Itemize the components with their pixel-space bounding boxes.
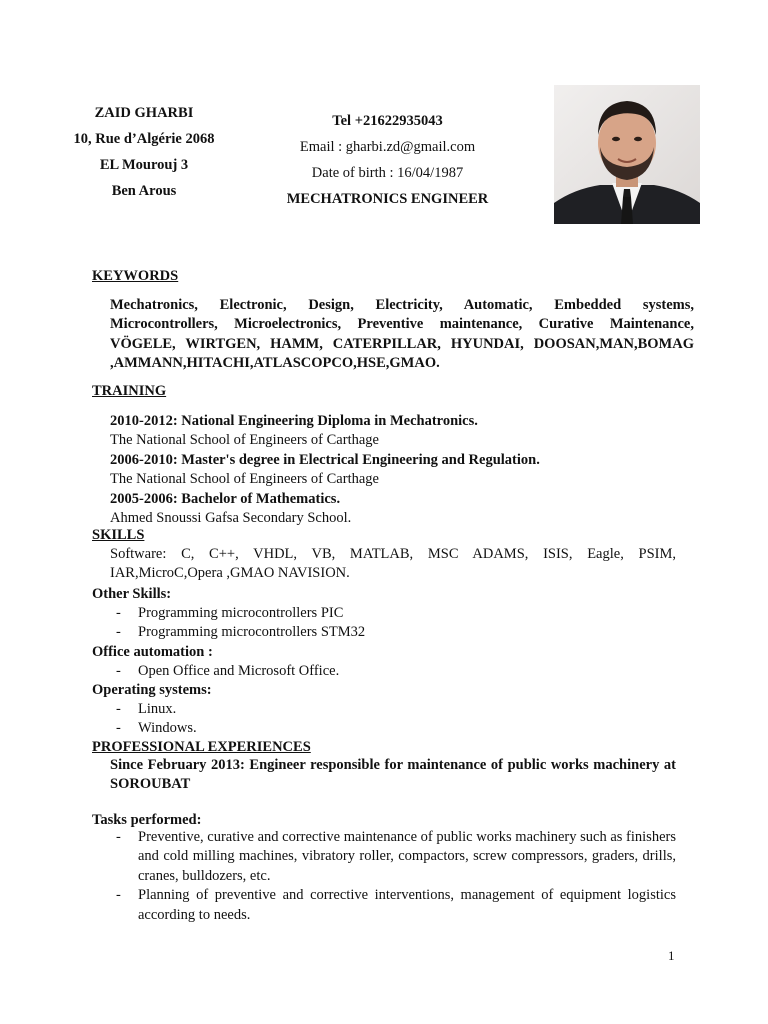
training-title-2: 2006-2010: Master's degree in Electrical Engineering and Regulation. <box>110 451 540 468</box>
bullet-dash: - <box>116 887 121 904</box>
office-automation-heading: Office automation : <box>92 644 213 660</box>
keywords-heading: KEYWORDS <box>92 268 179 284</box>
software-skills: Software: C, C++, VHDL, VB, MATLAB, MSC ADAMS, ISIS, Eagle, PSIM, IAR,MicroC,Opera ,GMAO NAVISION. <box>110 546 676 582</box>
candidate-name: ZAID GHARBI <box>94 105 194 121</box>
tasks-heading: Tasks performed: <box>92 812 202 828</box>
training-school-2: The National School of Engineers of Carthage <box>110 471 379 488</box>
page-number: 1 <box>668 948 675 963</box>
list-item: - Open Office and Microsoft Office. <box>112 662 676 681</box>
bullet-dash: - <box>116 720 121 737</box>
address-block <box>60 100 228 204</box>
bullet-dash: - <box>116 701 121 717</box>
training-title-1: 2010-2012: National Engineering Diploma in Mechatronics. <box>110 413 478 429</box>
profile-photo <box>554 85 700 224</box>
address-line-1: 10, Rue d’Algérie 2068 <box>73 131 215 147</box>
address-line-3: Ben Arous <box>111 183 177 199</box>
keywords-text: Mechatronics, Electronic, Design, Electricity, Automatic, Embedded systems, Microcontrollers, Microelectronics, Preventive maintenance, Curative Maintenance, VÖGELE, WIRTGEN, HAMM, CATERPILLAR, HYUNDAI, DOOSAN,MAN,BOMAG ,AMMANN,HITACHI,ATLASCOPCO,HSE,GMAO. <box>110 297 694 372</box>
list-item: - Programming microcontrollers STM32 <box>112 623 676 642</box>
training-school-1: The National School of Engineers of Carthage <box>110 432 379 449</box>
other-skills-heading: Other Skills: <box>92 586 172 602</box>
date-of-birth: Date of birth : 16/04/1987 <box>311 165 464 181</box>
address-line-2: EL Mourouj 3 <box>99 157 189 173</box>
training-list <box>110 412 690 528</box>
experience-heading: PROFESSIONAL EXPERIENCES <box>92 739 311 755</box>
bullet-dash: - <box>116 663 121 679</box>
training-heading: TRAINING <box>92 383 167 399</box>
list-item: - Programming microcontrollers PIC <box>112 604 676 623</box>
office-automation-list <box>112 662 676 681</box>
training-title-3: 2005-2006: Bachelor of Mathematics. <box>110 490 341 507</box>
bullet-dash: - <box>116 605 121 621</box>
list-item: - Preventive, curative and corrective maintenance of public works machinery such as finishers and cold milling machines, vibratory roller, compactors, screw compressors, graders, drills, cranes, bulldozers, etc. <box>116 829 676 884</box>
bullet-dash: - <box>116 624 121 641</box>
other-skills-list <box>112 604 676 643</box>
training-school-3: Ahmed Snoussi Gafsa Secondary School. <box>110 510 352 527</box>
operating-systems-heading: Operating systems: <box>92 682 212 698</box>
job-title: MECHATRONICS ENGINEER <box>286 191 489 207</box>
list-item: - Windows. <box>112 719 676 738</box>
tasks-list <box>112 828 676 925</box>
contact-block <box>260 108 515 212</box>
experience-role: Since February 2013: Engineer responsible for maintenance of public works machinery at SOROUBAT <box>110 757 676 793</box>
list-item: - Linux. <box>112 700 676 719</box>
bullet-dash: - <box>116 829 121 845</box>
skills-heading: SKILLS <box>92 527 145 543</box>
list-item: - Planning of preventive and corrective interventions, management of equipment logistics according to needs. <box>116 887 676 923</box>
operating-systems-list <box>112 700 676 739</box>
phone: Tel +21622935043 <box>332 113 443 129</box>
email: Email : gharbi.zd@gmail.com <box>299 139 476 155</box>
